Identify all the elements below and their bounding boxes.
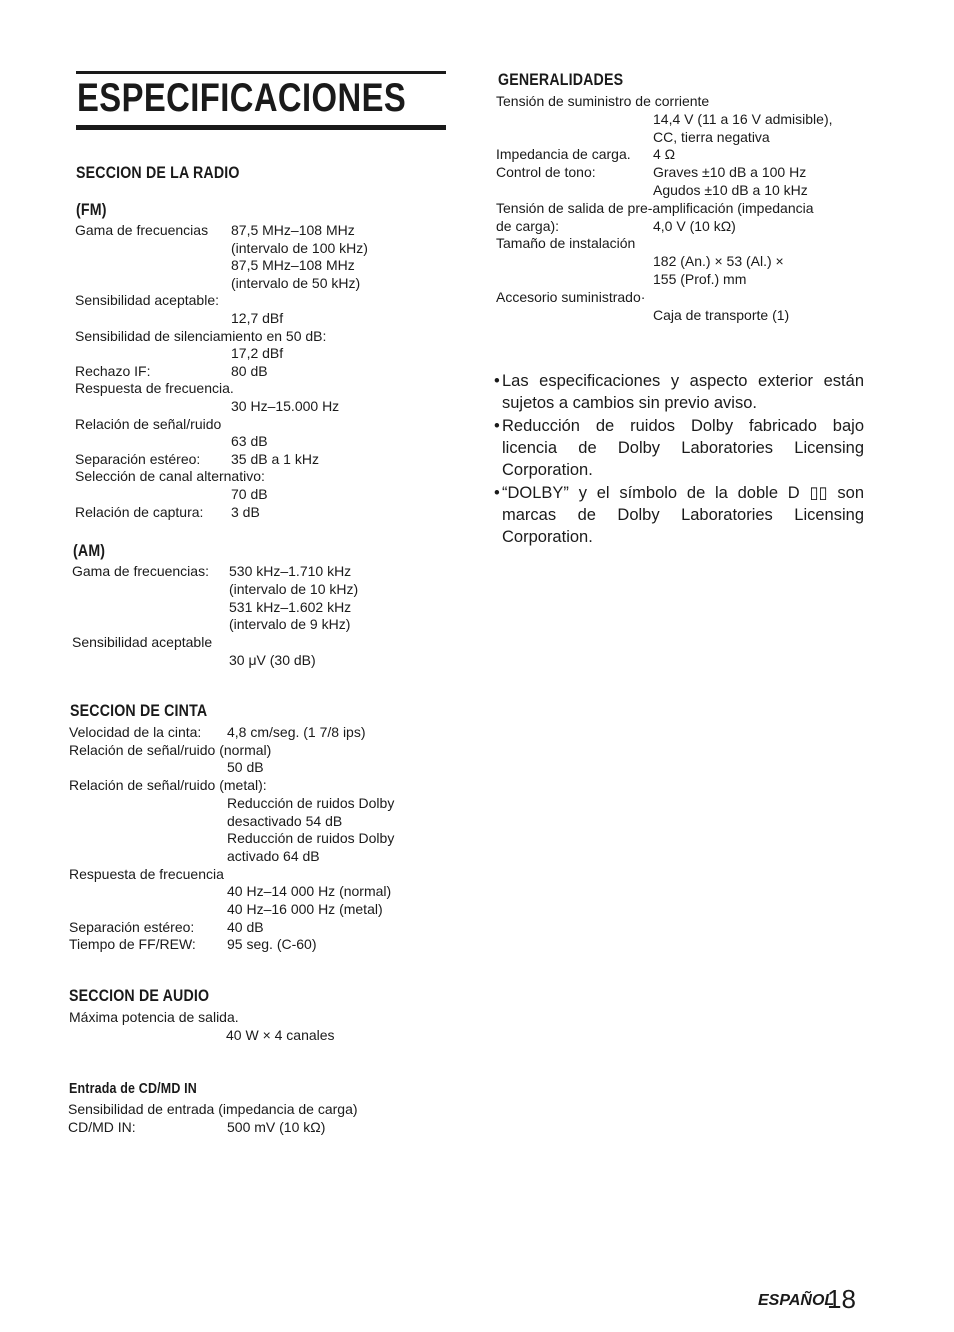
spec-value: 4 Ω (653, 146, 676, 163)
footer-language: ESPAÑOL (758, 1292, 835, 1309)
spec-label: Gama de frecuencias (75, 222, 209, 238)
spec-value: 87,5 MHz–108 MHz (231, 222, 355, 238)
spec-label: Relación de señal/ruido (metal): (69, 777, 267, 794)
spec-label: Relación de captura: (75, 503, 204, 520)
spec-value: 500 mV (10 kΩ) (227, 1119, 326, 1135)
page-number: 18 (827, 1284, 856, 1314)
audio-section-heading: SECCION DE AUDIO (69, 987, 210, 1005)
spec-value: Graves ±10 dB a 100 Hz (653, 164, 807, 181)
spec-label: Separación estéreo: (69, 918, 195, 935)
spec-label: Impedancia de carga. (496, 146, 631, 163)
general-section-heading: GENERALIDADES (498, 71, 624, 89)
spec-value: 4,8 cm/seg. (1 7/8 ips) (227, 724, 366, 740)
fm-subheading: (FM) (76, 201, 107, 219)
spec-label: Tensión de salida de pre-amplificación (impedancia (496, 199, 814, 216)
spec-value: 30 μV (30 dB) (229, 652, 316, 668)
tape-section-heading: SECCION DE CINTA (70, 702, 208, 720)
page-title: ESPECIFICACIONES (77, 76, 407, 120)
spec-value: 155 (Prof.) mm (653, 271, 747, 287)
spec-label: Accesorio suministrado· (496, 288, 646, 305)
spec-value: 35 dB a 1 kHz (231, 450, 319, 467)
bullet-icon: • (494, 484, 500, 502)
spec-label: Gama de frecuencias: (72, 563, 209, 579)
spec-label: Sensibilidad aceptable (72, 634, 213, 651)
spec-value: 87,5 MHz–108 MHz (231, 257, 355, 274)
spec-value: 70 dB (231, 486, 268, 502)
spec-value: 531 kHz–1.602 kHz (229, 598, 352, 615)
spec-value: (intervalo de 9 kHz) (229, 616, 351, 633)
spec-label: Sensibilidad de entrada (impedancia de carga) (68, 1101, 358, 1117)
spec-label: Tiempo de FF/REW: (69, 936, 196, 953)
spec-value: 95 seg. (C-60) (227, 936, 317, 953)
cdmd-section-heading: Entrada de CD/MD IN (69, 1081, 197, 1097)
spec-value: 40 dB (227, 918, 264, 935)
spec-label: Rechazo IF: (75, 362, 151, 379)
spec-value: 40 W × 4 canales (226, 1027, 335, 1043)
spec-label: de carga): (496, 217, 560, 234)
spec-value: Agudos ±10 dB a 10 kHz (653, 182, 808, 198)
spec-value: 63 dB (231, 433, 268, 450)
radio-section-heading: SECCION DE LA RADIO (76, 164, 240, 182)
spec-value: (intervalo de 50 kHz) (231, 274, 361, 291)
spec-value: (intervalo de 10 kHz) (229, 580, 359, 597)
spec-value: 40 Hz–14 000 Hz (normal) (227, 883, 392, 900)
spec-value: 182 (An.) × 53 (Al.) × (653, 253, 784, 270)
spec-value: Reducción de ruidos Dolby (227, 794, 395, 811)
spec-label: Velocidad de la cinta: (69, 724, 202, 740)
spec-label: Tamaño de instalación (496, 235, 636, 252)
spec-label: CD/MD IN: (68, 1119, 136, 1135)
note-specs-change: • Las especificaciones y aspecto exterior están sujetos a cambios sin previo aviso. (494, 372, 864, 413)
spec-value: 80 dB (231, 362, 268, 379)
spec-value: Reducción de ruidos Dolby (227, 830, 395, 847)
spec-label: Máxima potencia de salida. (69, 1009, 239, 1025)
spec-label: Relación de señal/ruido (normal) (69, 741, 272, 758)
spec-value: 40 Hz–16 000 Hz (metal) (227, 901, 383, 917)
spec-label: Respuesta de frecuencia (69, 865, 224, 882)
spec-label: Sensibilidad aceptable: (75, 292, 219, 309)
spec-value: CC, tierra negativa (653, 128, 770, 145)
title-rule-bottom (76, 125, 446, 130)
note-dolby-license: • Reducción de ruidos Dolby fabricado bajo licencia de Dolby Laboratories Licensing Corporation. (494, 417, 864, 480)
spec-label: Separación estéreo: (75, 450, 201, 467)
am-subheading: (AM) (73, 542, 106, 560)
spec-value: desactivado 54 dB (227, 812, 343, 829)
spec-label: Sensibilidad de silenciamiento en 50 dB: (75, 327, 327, 344)
spec-label: Selección de canal alternativo: (75, 468, 265, 485)
spec-value: Caja de transporte (1) (653, 306, 790, 323)
spec-label: Relación de señal/ruido (75, 415, 222, 432)
bullet-icon: • (494, 417, 500, 435)
spec-value: (intervalo de 100 kHz) (231, 239, 368, 256)
spec-value: activado 64 dB (227, 847, 320, 864)
spec-value: 50 dB (227, 759, 264, 776)
spec-value: 530 kHz–1.710 kHz (229, 563, 352, 579)
spec-value: 14,4 V (11 a 16 V admisible), (653, 110, 833, 127)
bullet-icon: • (494, 372, 500, 390)
spec-value: 17,2 dBf (231, 345, 284, 362)
spec-label: Control de tono: (496, 164, 596, 181)
spec-label: Tensión de suministro de corriente (496, 93, 710, 109)
spec-label: Respuesta de frecuencia. (75, 380, 234, 397)
spec-value: 4,0 V (10 kΩ) (653, 217, 736, 234)
title-rule-top (76, 71, 446, 74)
spec-value: 12,7 dBf (231, 310, 284, 326)
spec-value: 30 Hz–15.000 Hz (231, 398, 340, 414)
note-dolby-trademark: • “DOLBY” y el símbolo de la doble D ▯▯ son marcas de Dolby Laboratories Licensing Corporation. (494, 484, 864, 547)
spec-value: 3 dB (231, 503, 260, 520)
